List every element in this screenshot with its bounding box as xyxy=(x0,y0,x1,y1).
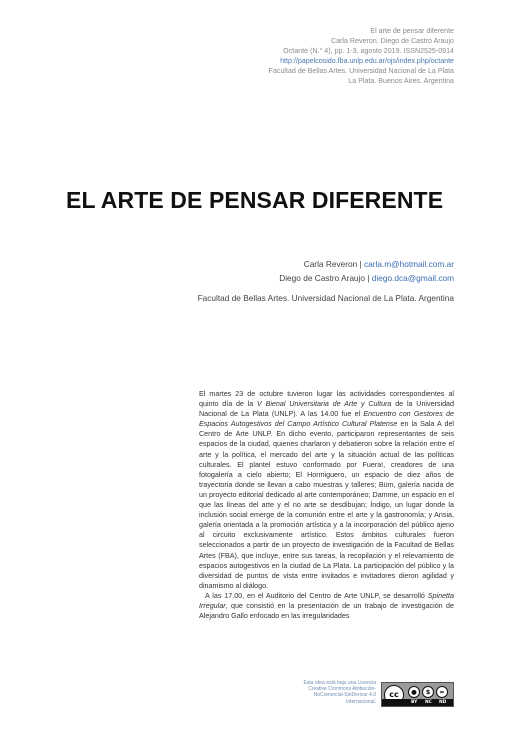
header-citation: Octante (N.° 4), pp. 1-3, agosto 2019. ISSN2525-0914 xyxy=(283,47,454,56)
noderivatives-icon: = xyxy=(436,686,448,698)
attribution-icon: ● xyxy=(408,686,420,698)
author-separator: | xyxy=(357,259,364,269)
body-text-run: de la Universidad Nacional de La Plata (UNLP). A las 14.00 fue el xyxy=(199,400,454,419)
emphasized-text: Encuentro con Gestores de Espacios Autogestivos del Campo Artístico Cultural Platense xyxy=(199,410,454,429)
body-paragraph xyxy=(199,591,454,621)
emphasized-text: V Bienal Universitaria de Arte y Cultura xyxy=(257,400,392,409)
journal-link[interactable]: http://papelcosido.fba.unlp.edu.ar/ojs/index.php/octante xyxy=(280,57,454,66)
header-faculty: Facultad de Bellas Artes. Universidad Nacional de La Plata xyxy=(268,67,454,76)
article-title: EL ARTE DE PENSAR DIFERENTE xyxy=(66,187,444,213)
cc-license-badge[interactable] xyxy=(381,682,454,707)
noncommercial-icon: $ xyxy=(422,686,434,698)
badge-by-label: BY xyxy=(411,700,418,705)
body-text-run: El martes 23 de octubre tuvieron lugar las actividades correspondientes al quinto día de la xyxy=(199,390,454,409)
header-authors: Carla Reveron, Diego de Castro Araujo xyxy=(330,37,454,46)
author-email-link[interactable]: diego.dca@gmail.com xyxy=(371,272,454,283)
body-text-run: , que consistió en la presentación de un trabajo de investigación de Alejandro Gallo enfocado en las irregularidades xyxy=(199,601,454,621)
author-list xyxy=(279,258,454,285)
body-text-run: A las 17.00, en el Auditorio del Centro de Arte UNLP, se desarrolló xyxy=(205,591,428,600)
body-paragraph xyxy=(199,389,454,591)
author-line xyxy=(279,258,454,272)
author-name: Carla Reveron xyxy=(303,259,358,269)
running-header xyxy=(269,26,454,87)
author-email-link[interactable]: carla.m@hotmail.com.ar xyxy=(363,259,454,269)
emphasized-text: Spinetta Irregular xyxy=(199,591,454,610)
badge-strip xyxy=(382,699,453,706)
body-text-run: en la Sala A del Centro de Arte UNLP. En dicho evento, participaron representantes de seis espacios de la ciudad, quienes charlaron y debatieron sobre la relación entre el arte y la política, el mercado del arte y la situación actual de las políticas culturales. El plantel estuvo conformado por Fuera!, creadores de una fotogalería a cielo abierto; El Hormiguero, un espacio de diez años de trayectoria donde se llevan a cabo muestras y talleres; Büm, galería nacida de un proyecto editorial dedicado al arte contemporáneo; Damme, un espacio en el que las líneas del arte y el no arte se desdibujan; Índigo, un lugar donde la inclusión social emerge de la comunión entre el arte y la gastronomía; y Ansia, galería orientada a la promoción artística y a la incorporación del público ajeno al circuito exclusivamente artístico. Estos ámbitos culturales fueron seleccionados a partir de un proyecto de investigación de la Facultad de Bellas Artes (FBA), que incluye, entre sus tareas, la recopilación y el relevamiento de espacios autogestivos en la ciudad de La Plata. La participación del público y la diversidad de puntos de vista entre invitados e invitadores dieron agilidad y dinamismo al diálogo. xyxy=(199,420,455,590)
affiliation: Facultad de Bellas Artes. Universidad Nacional de La Plata. Argentina xyxy=(197,293,454,303)
author-separator: | xyxy=(365,272,372,283)
badge-nc-label: NC xyxy=(425,700,432,705)
author-name: Diego de Castro Araujo xyxy=(279,272,366,283)
cc-logo-icon: cc xyxy=(384,685,404,705)
header-article-title: El arte de pensar diferente xyxy=(370,27,454,35)
license-notice: Esta obra está bajo una Licencia Creative Commons Atribución-NoComercial-SinDerivar 4.0 Internacional. xyxy=(303,680,376,705)
header-location: La Plata. Buenos Aires. Argentina xyxy=(348,77,454,86)
article-body xyxy=(199,389,454,621)
author-line xyxy=(279,272,454,286)
badge-nd-label: ND xyxy=(439,700,447,705)
